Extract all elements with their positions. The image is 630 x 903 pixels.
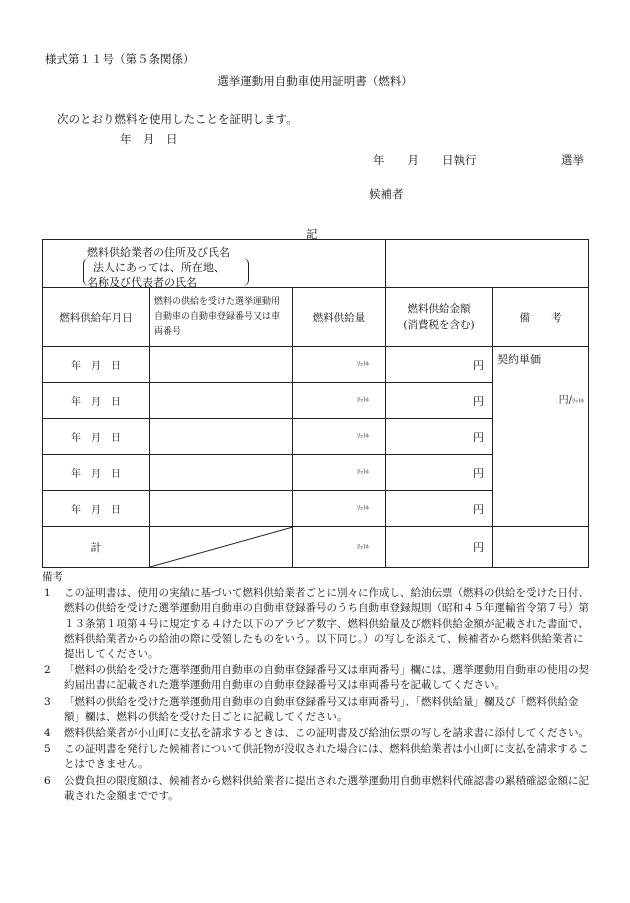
notes-section [42, 570, 592, 804]
note-item [42, 726, 592, 741]
supplier-label-line-3: 名称及び代表者の氏名 [87, 275, 197, 289]
right-bracket [242, 258, 249, 286]
total-vehicle-diagonal [150, 527, 293, 568]
row-2-quantity-unit: ﾘｯﾄﾙ [293, 383, 386, 419]
row-5-vehicle [150, 491, 293, 527]
note-item [42, 742, 592, 772]
contract-price-label: 契約単価 [497, 353, 542, 366]
yen-per-label: 円/ [558, 395, 572, 406]
yen-per-liter-unit [559, 391, 584, 406]
note-item [42, 774, 592, 804]
row-5-amount-unit: 円 [386, 491, 493, 527]
row-3-quantity-unit: ﾘｯﾄﾙ [293, 419, 386, 455]
header-fuel-amount-line-1: 燃料供給金額 [407, 303, 471, 315]
diagonal-line [150, 527, 293, 567]
note-number: 3 [44, 695, 51, 708]
note-text: この証明書は、使用の実績に基づいて燃料供給業者ごとに別々に作成し、給油伝票（燃料の供給を受けた日付、燃料の供給を受けた選挙運動用自動車の自動車登録番号のうち自動車登録規則（昭和４５年運輸省令第７号）第１３条第１項第４号に規定する４けた以下のアラビア数字、燃料供給量及び燃料供給金額が記載された書面で、燃料供給業者からの給油の際に受領したものをいう。以下同じ。）の写しを添えて、候補者から燃料供給業者に提出してください。 [64, 587, 589, 661]
form-number: 様式第１１号（第５条関係） [45, 52, 195, 66]
note-number: 2 [44, 664, 51, 677]
document-title: 選挙運動用自動車使用証明書（燃料） [217, 74, 413, 88]
total-quantity-unit: ﾘｯﾄﾙ [293, 527, 386, 568]
row-2-date: 年 月 日 [43, 383, 150, 419]
supplier-label-line-1: 燃料供給業者の住所及び氏名 [87, 245, 230, 259]
note-item [42, 695, 592, 725]
row-4-quantity-unit: ﾘｯﾄﾙ [293, 455, 386, 491]
note-number: 5 [44, 743, 51, 756]
header-fuel-quantity: 燃料供給量 [293, 288, 386, 347]
supplier-label-line-2: 法人にあっては、所在地、 [93, 260, 225, 274]
supplier-value-cell [386, 240, 589, 288]
row-1-amount-unit: 円 [386, 347, 493, 383]
row-3-date: 年 月 日 [43, 419, 150, 455]
note-item [42, 586, 592, 662]
header-fuel-amount-line-2: (消費税を含む) [403, 319, 475, 331]
row-2-amount-unit: 円 [386, 383, 493, 419]
total-label: 計 [43, 527, 150, 568]
row-1-vehicle [150, 347, 293, 383]
row-5-quantity-unit: ﾘｯﾄﾙ [293, 491, 386, 527]
note-number: 1 [44, 587, 51, 600]
row-3-vehicle [150, 419, 293, 455]
note-text: 「燃料の供給を受けた選挙運動用自動車の自動車登録番号又は車両番号」、「燃料供給量」欄及び「燃料供給金額」欄は、燃料の供給を受けた日ごとに記載してください。 [64, 695, 579, 723]
note-text: 「燃料の供給を受けた選挙運動用自動車の自動車登録番号又は車両番号」欄には、選挙運動用自動車の使用の契約届出書に記載された選挙運動用自動車の自動車登録番号又は車両番号を記載してください。 [64, 664, 589, 692]
row-2-vehicle [150, 383, 293, 419]
fuel-usage-table [42, 239, 589, 568]
notes-heading: 備考 [42, 571, 63, 583]
election-type: 選挙 [561, 153, 584, 167]
note-text: 公費負担の限度額は、候補者から燃料供給業者に提出された選挙運動用自動車燃料代確認書の累積確認金額に記載された金額までです。 [64, 774, 589, 802]
row-1-quantity-unit: ﾘｯﾄﾙ [293, 347, 386, 383]
header-fuel-amount [386, 288, 493, 347]
row-5-date: 年 月 日 [43, 491, 150, 527]
total-amount-unit: 円 [386, 527, 493, 568]
remarks-cell [493, 347, 589, 527]
row-4-date: 年 月 日 [43, 455, 150, 491]
note-number: 6 [44, 774, 51, 787]
election-execution-date: 年 月 日執行 [373, 153, 477, 167]
row-4-amount-unit: 円 [386, 455, 493, 491]
candidate-label: 候補者 [369, 187, 404, 201]
header-remarks: 備 考 [493, 288, 589, 347]
row-4-vehicle [150, 455, 293, 491]
row-3-amount-unit: 円 [386, 419, 493, 455]
header-supply-date: 燃料供給年月日 [43, 288, 150, 347]
note-number: 4 [44, 727, 51, 740]
note-item [42, 663, 592, 693]
note-text: 燃料供給業者が小山町に支払を請求するときは、この証明書及び給油伝票の写しを請求書に添付してください。 [64, 727, 589, 740]
ki-heading: 記 [306, 227, 318, 241]
total-remarks [493, 527, 589, 568]
yen-per-liter-label: ﾘｯﾄﾙ [572, 398, 585, 405]
header-vehicle-number: 燃料の供給を受けた選挙運動用自動車の自動車登録番号又は車両番号 [150, 288, 293, 347]
certification-statement: 次のとおり燃料を使用したことを証明します。 [57, 112, 298, 126]
row-1-date: 年 月 日 [43, 347, 150, 383]
supplier-label-cell [43, 240, 386, 288]
certification-date: 年 月 日 [120, 132, 178, 146]
note-text: この証明書を発行した候補者について供託物が没収された場合には、燃料供給業者は小山町に支払を請求することはできません。 [64, 743, 589, 771]
